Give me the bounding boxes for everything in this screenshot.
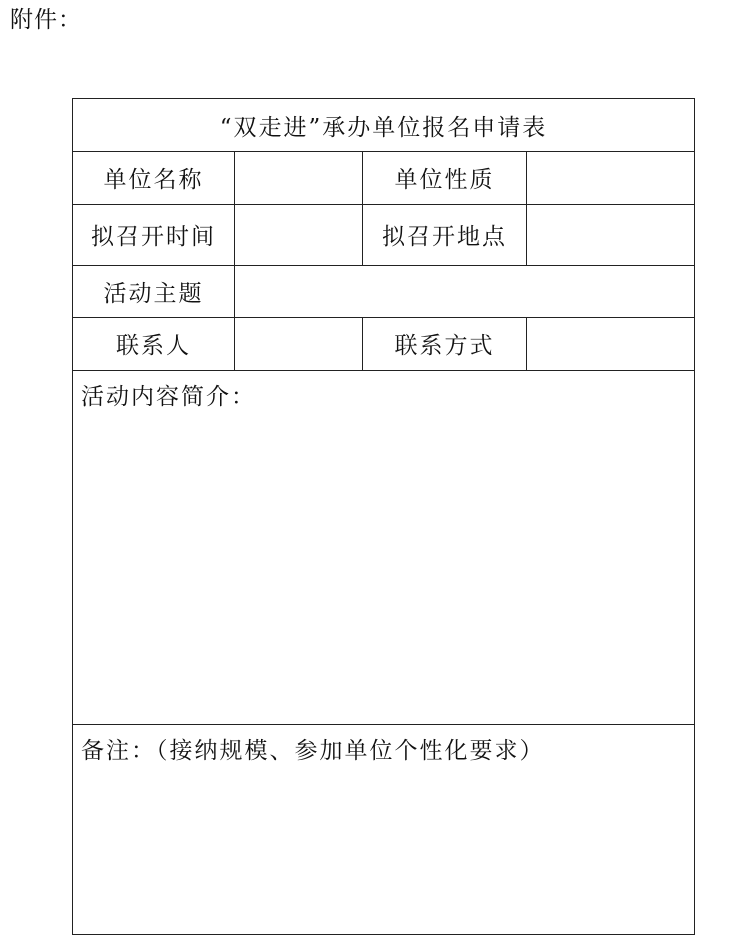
unit-row xyxy=(73,152,695,204)
unit-nature-field[interactable] xyxy=(527,152,695,204)
unit-name-field[interactable] xyxy=(235,152,363,204)
remarks-row xyxy=(73,724,695,934)
activity-theme-field[interactable] xyxy=(235,265,695,317)
unit-nature-label: 单位性质 xyxy=(363,152,527,204)
schedule-row xyxy=(73,204,695,265)
remarks-cell[interactable] xyxy=(73,724,695,934)
contact-person-field[interactable] xyxy=(235,318,363,370)
activity-theme-label: 活动主题 xyxy=(73,265,235,317)
theme-row xyxy=(73,265,695,317)
activity-content-label: 活动内容简介： xyxy=(81,383,256,410)
planned-location-label: 拟召开地点 xyxy=(363,204,527,265)
planned-location-field[interactable] xyxy=(527,204,695,265)
planned-time-field[interactable] xyxy=(235,204,363,265)
attachment-label: 附件： xyxy=(10,7,82,33)
activity-content-cell[interactable] xyxy=(73,370,695,724)
contact-method-label: 联系方式 xyxy=(363,318,527,370)
contact-row xyxy=(73,318,695,370)
contact-person-label: 联系人 xyxy=(73,318,235,370)
planned-time-label: 拟召开时间 xyxy=(73,204,235,265)
activity-content-row xyxy=(73,370,695,724)
contact-method-field[interactable] xyxy=(527,318,695,370)
application-form-table xyxy=(72,98,695,935)
unit-name-label: 单位名称 xyxy=(73,152,235,204)
form-title: “双走进”承办单位报名申请表 xyxy=(73,99,695,152)
form-title-row xyxy=(73,99,695,152)
remarks-label: 备注：（接纳规模、参加单位个性化要求） xyxy=(81,737,545,764)
